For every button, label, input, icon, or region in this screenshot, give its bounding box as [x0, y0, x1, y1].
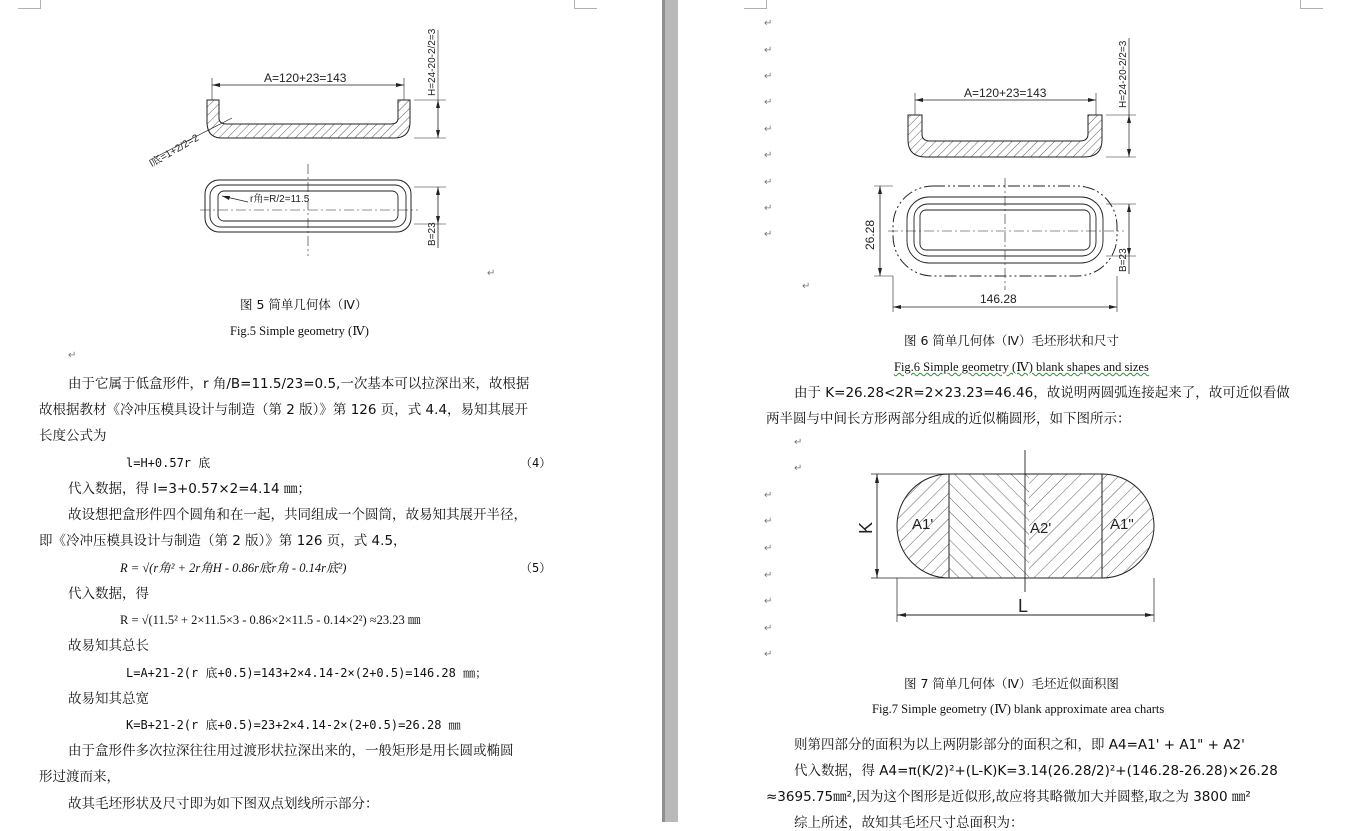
fig7-label-l: L [1018, 596, 1029, 616]
paragraph-mark: ↵ [794, 463, 803, 474]
figure-5-svg [0, 0, 662, 290]
body-line-3: 长度公式为 [39, 428, 107, 444]
paragraph-mark: ↵ [764, 18, 773, 29]
body-line-4: 代入数据，得 l=3+0.57×2=4.14 ㎜； [68, 481, 311, 497]
body-line-r3: 则第四部分的面积为以上两阴影部分的面积之和，即 A4=A1' + A1" + A2' [794, 737, 1245, 753]
fig5-dim-h: H=24-20-2/2=3 [427, 28, 438, 96]
paragraph-mark: ↵ [764, 596, 773, 607]
body-line-11: 形过渡而来， [39, 769, 120, 785]
fig7-middle-rect-left [949, 474, 1029, 578]
body-line-12: 故其毛坯形状及尺寸即为如下图双点划线所示部分： [68, 796, 379, 812]
fig6-dim-l: 146.28 [980, 292, 1017, 306]
fig6-dim-h: H=24-20-2/2=3 [1118, 40, 1129, 108]
paragraph-mark: ↵ [487, 268, 496, 279]
body-line-7: 代入数据，得 [68, 586, 149, 602]
paragraph-mark: ↵ [764, 623, 773, 634]
fig6-dim-k: 26.28 [863, 219, 877, 250]
fig5-dim-b: B=23 [427, 222, 438, 246]
figure-6-svg [678, 0, 1349, 320]
body-line-9: 故易知其总宽 [68, 691, 149, 707]
paragraph-mark: ↵ [764, 177, 773, 188]
fig5-dim-a: A=120+23=143 [264, 71, 347, 85]
body-line-6: 即《冷冲压模具设计与制造（第 2 版）》第 126 页，式 4.5， [39, 533, 407, 549]
paragraph-mark: ↵ [764, 97, 773, 108]
body-line-1: 由于它属于低盒形件，r 角/B=11.5/23=0.5,一次基本可以拉深出来，故根据 [68, 376, 530, 392]
figure-7-caption-zh: 图 7 简单几何体（Ⅳ）毛坯近似面积图 [904, 676, 1119, 691]
paragraph-mark: ↵ [764, 543, 773, 554]
body-line-r5: ≈3695.75㎜²,因为这个图形是近似形,故应将其略微加大并圆整,取之为 3800 ㎜² [766, 789, 1251, 805]
paragraph-mark: ↵ [764, 649, 773, 660]
equation-4: l=H+0.57r 底 [126, 456, 211, 470]
paragraph-mark: ↵ [68, 350, 77, 361]
equation-5: R = √(r角² + 2r角H - 0.86r底r角 - 0.14r底²) [120, 561, 347, 575]
paragraph-mark: ↵ [764, 490, 773, 501]
paragraph-mark: ↵ [794, 437, 803, 448]
fig7-label-a1-left: A1' [912, 516, 934, 533]
cross-section-shape [207, 100, 410, 138]
fig5-dim-r: r角=R/2=11.5 [250, 194, 310, 205]
equation-5-number: （5） [520, 561, 552, 575]
figure-5-caption-en: Fig.5 Simple geometry (Ⅳ) [230, 324, 369, 338]
body-line-5: 故设想把盒形件四个圆角和在一起，共同组成一个圆筒，故易知其展开半径， [68, 507, 527, 523]
fig5-dim-l: l底=1+2/2=2 [148, 132, 201, 170]
equation-r-value: R = √(11.5² + 2×11.5×3 - 0.86×2×11.5 - 0.14×2²) ≈23.23 ㎜ [120, 613, 421, 627]
figure-6-caption-zh: 图 6 简单几何体（Ⅳ）毛坯形状和尺寸 [904, 333, 1119, 348]
figure-7-svg [678, 440, 1349, 640]
equation-total-width: K=B+21-2(r 底+0.5)=23+2×4.14-2×(2+0.5)=26.28 ㎜ [126, 718, 461, 732]
body-line-r4: 代入数据，得 A4=π(K/2)²+(L-K)K=3.14(26.28/2)²+(146.28-26.28)×26.28 [794, 763, 1278, 779]
body-line-r2: 两半圆与中间长方形两部分组成的近似椭圆形，如下图所示： [766, 411, 1131, 427]
paragraph-mark: ↵ [764, 229, 773, 240]
paragraph-mark: ↵ [764, 203, 773, 214]
paragraph-mark: ↵ [764, 71, 773, 82]
paragraph-mark: ↵ [764, 150, 773, 161]
body-line-2: 故根据教材《冷冲压模具设计与制造（第 2 版）》第 126 页，式 4.4，易知其展开 [39, 402, 529, 418]
figure-7-caption-en: Fig.7 Simple geometry (Ⅳ) blank approximate area charts [872, 702, 1165, 716]
body-line-r6: 综上所述，故知其毛坯尺寸总面积为： [794, 815, 1024, 831]
fig6-dim-b: B=23 [1118, 248, 1129, 272]
paragraph-mark: ↵ [764, 45, 773, 56]
document-page-right [678, 0, 1349, 831]
paragraph-mark: ↵ [764, 516, 773, 527]
fig7-label-a1-right: A1" [1110, 516, 1134, 533]
paragraph-mark: ↵ [802, 281, 811, 292]
body-line-r1: 由于 K=26.28<2R=2×23.23=46.46，故说明两圆弧连接起来了，故可近似看做 [794, 385, 1290, 401]
fig7-label-a2: A2' [1030, 520, 1052, 537]
body-line-10: 由于盒形件多次拉深往往用过渡形状拉深出来的，一般矩形是用长圆或椭圆 [68, 743, 514, 759]
equation-total-length: L=A+21-2(r 底+0.5)=143+2×4.14-2×(2+0.5)=146.28 ㎜； [126, 666, 488, 680]
body-line-8: 故易知其总长 [68, 638, 149, 654]
paragraph-mark: ↵ [764, 570, 773, 581]
figure-5-caption-zh: 图 5 简单几何体（Ⅳ） [240, 297, 368, 312]
figure-6-caption-en: Fig.6 Simple geometry (Ⅳ) blank shapes and sizes [894, 360, 1149, 374]
fig7-label-k: K [856, 521, 876, 534]
paragraph-mark: ↵ [764, 124, 773, 135]
document-page-left [0, 0, 662, 822]
page-gutter [662, 0, 678, 822]
cross-section-shape [908, 115, 1102, 157]
equation-4-number: （4） [520, 456, 552, 470]
fig6-dim-a: A=120+23=143 [964, 86, 1047, 100]
